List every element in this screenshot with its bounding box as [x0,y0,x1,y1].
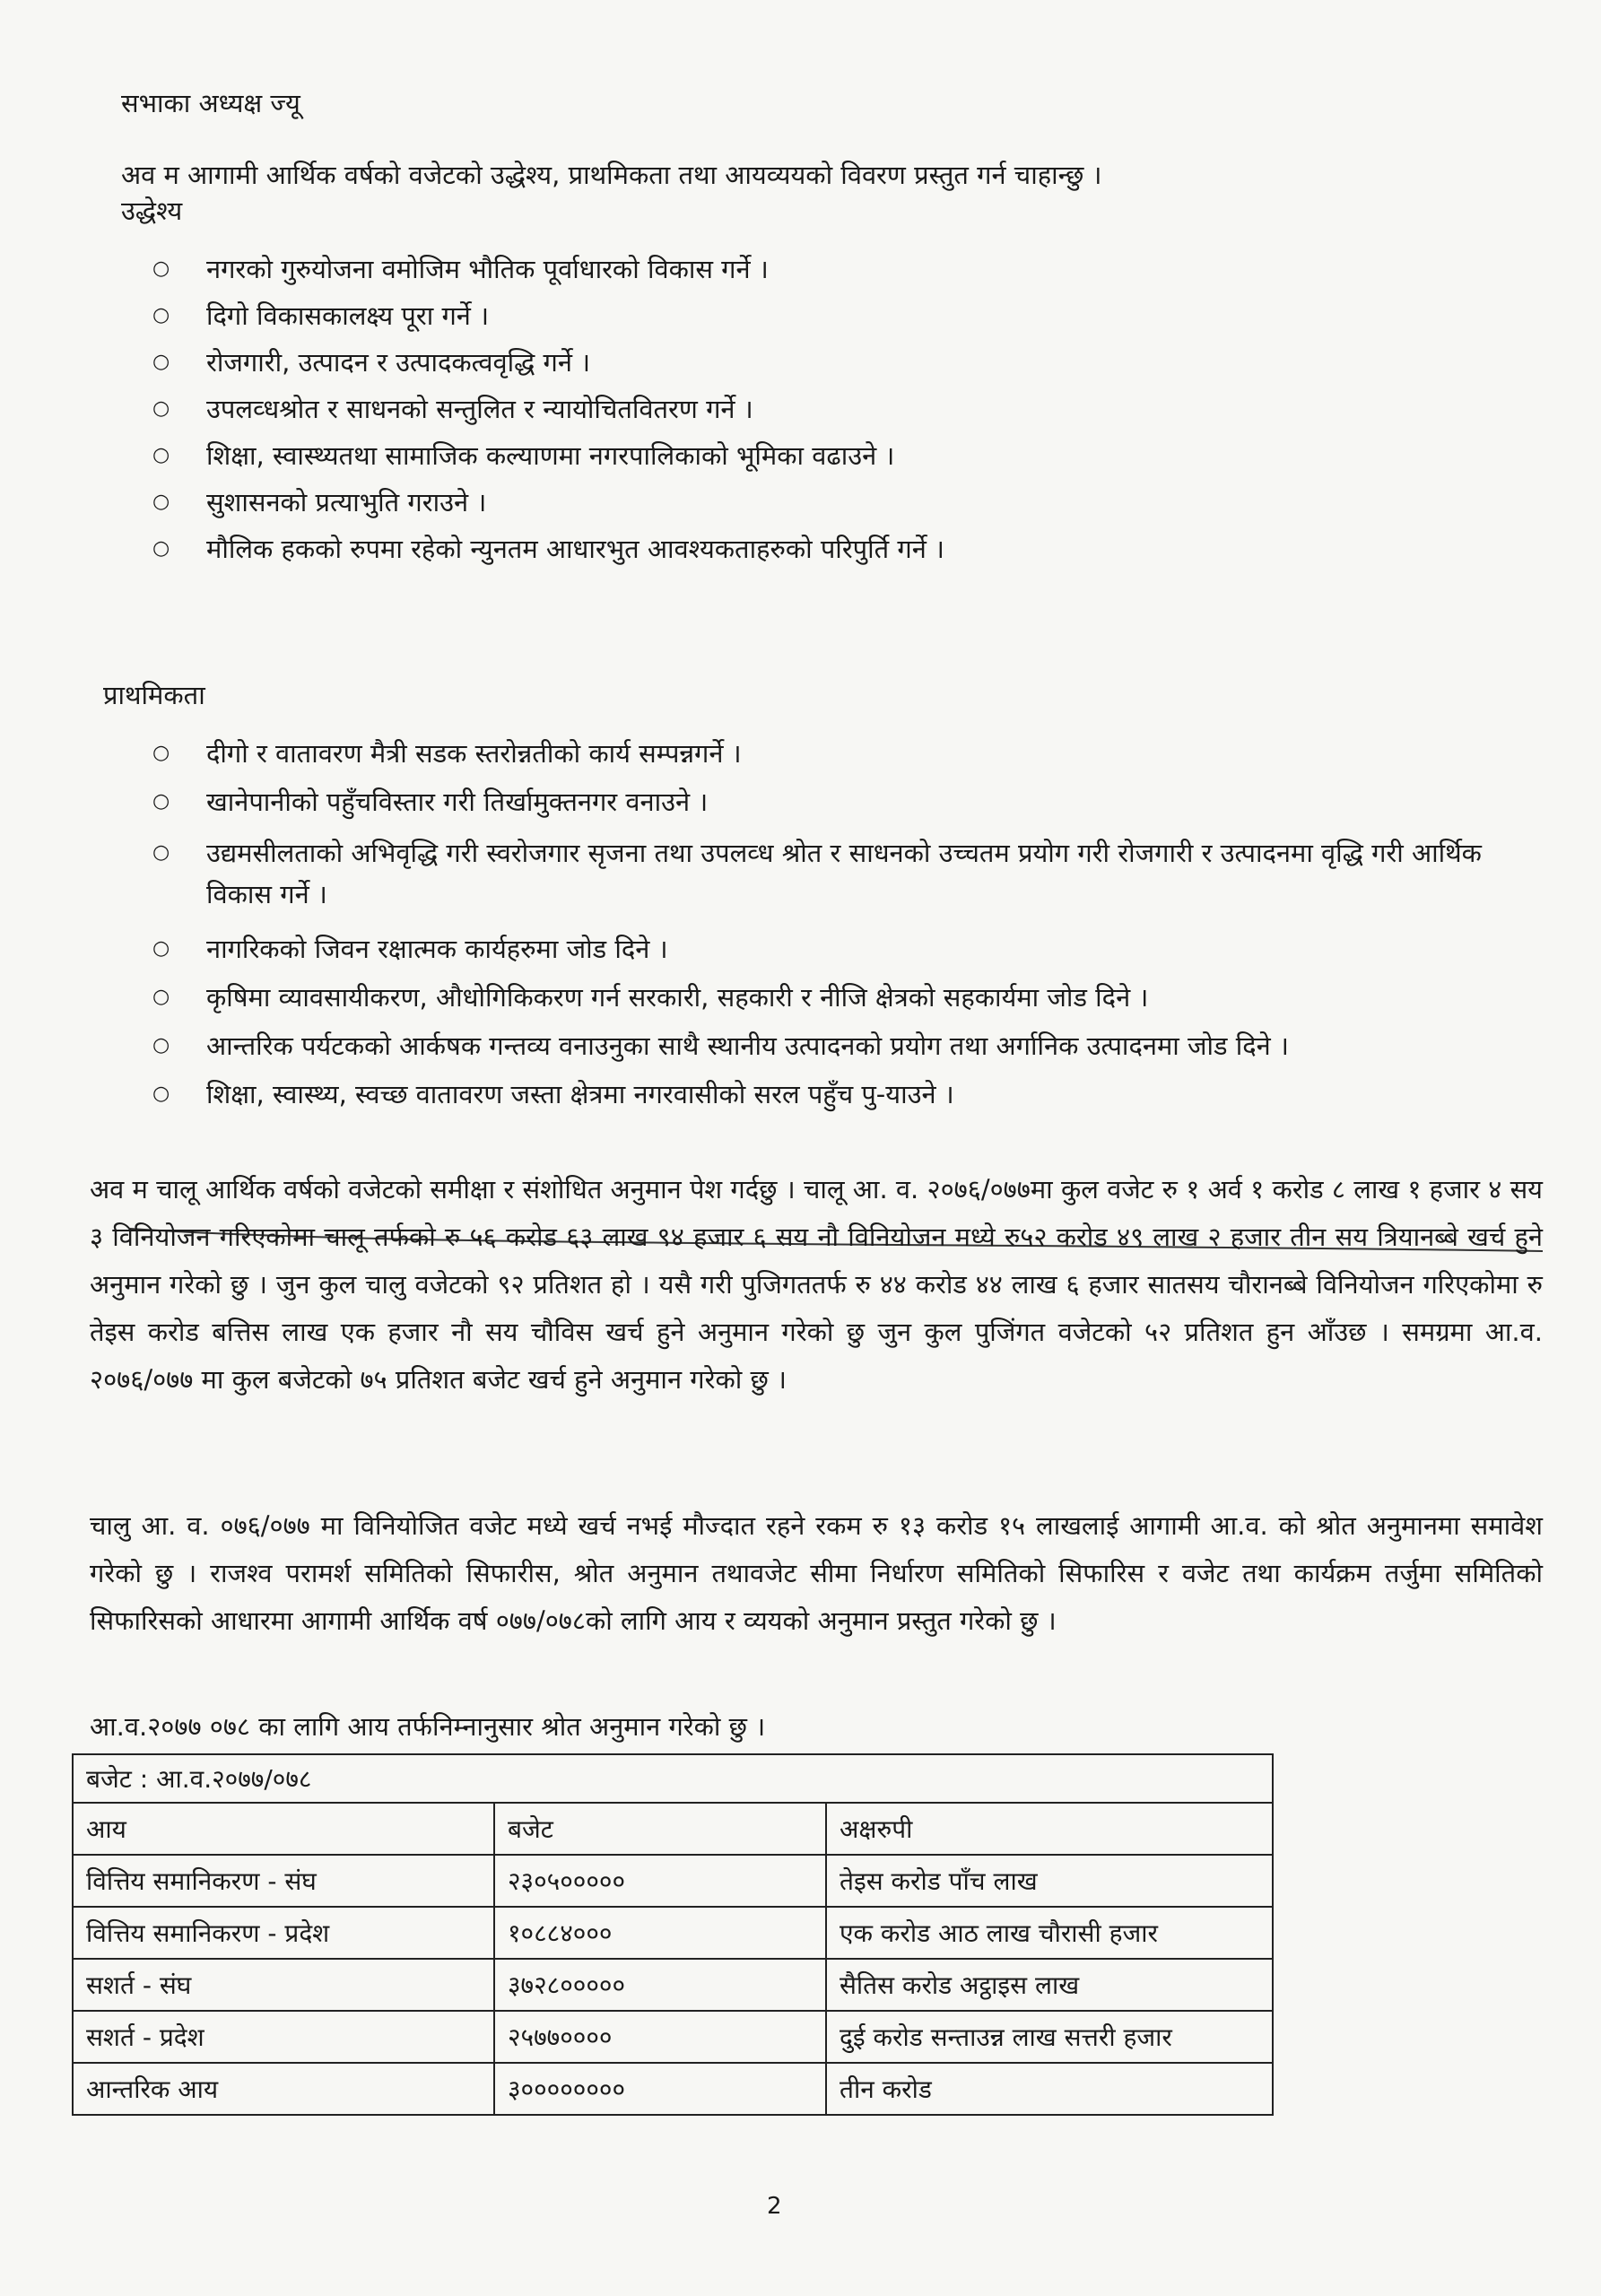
priority-item: ○ नागरिकको जिवन रक्षात्मक कार्यहरुमा जोड दिने । [152,931,1507,979]
table-caption-row [73,1754,1273,1803]
bullet-circle-icon: ○ [152,1083,170,1105]
priority-item: ○ कृषिमा व्यावसायीकरण, औधोगिकिकरण गर्न सरकारी, सहकारी र नीजि क्षेत्रको सहकार्यमा जोड दिने । [152,979,1507,1028]
priority-item: ○ दीगो र वातावरण मैत्री सडक स्तरोन्नतीको कार्य सम्पन्नगर्ने । [152,735,1507,784]
amount-words-cell: दुई करोड सन्ताउन्न लाख सत्तरी हजार [826,2011,1273,2063]
income-source-cell: वित्तिय समानिकरण - प्रदेश [73,1907,494,1959]
bullet-circle-icon: ○ [152,444,170,466]
table-row [73,2063,1273,2115]
objectives-heading: उद्धेश्य [121,196,183,226]
table-header-row [73,1803,1273,1855]
bullet-circle-icon: ○ [152,257,170,280]
bullet-circle-icon: ○ [152,537,170,560]
bullet-circle-icon: ○ [152,742,170,764]
bullet-circle-icon: ○ [152,841,170,864]
bullet-circle-icon: ○ [152,986,170,1008]
objective-item: ○ उपलव्धश्रोत र साधनको सन्तुलित र न्यायोचितवितरण गर्ने । [152,391,944,438]
table-caption: बजेट : आ.व.२०७७/०७८ [73,1754,1273,1803]
objectives-list [152,251,944,578]
table-row [73,1855,1273,1907]
budget-amount-cell: ३०००००००० [494,2063,826,2115]
header-in-words: अक्षरुपी [826,1803,1273,1855]
bullet-circle-icon: ○ [152,491,170,513]
priority-item: ○ उद्यमसीलताको अभिवृद्धि गरी स्वरोजगार सृजना तथा उपलव्ध श्रोत र साधनको उच्चतम प्रयोग गरी रोजगारी र उत्पादनमा वृद्धि गरी आर्थिक विकास गर्ने । [152,832,1507,931]
bullet-circle-icon: ○ [152,304,170,326]
income-source-cell: सशर्त - प्रदेश [73,2011,494,2063]
objective-item: ○ मौलिक हकको रुपमा रहेको न्युनतम आधारभुत आवश्यकताहरुको परिपुर्ति गर्ने । [152,531,944,578]
table-row [73,1959,1273,2011]
bullet-circle-icon: ○ [152,397,170,420]
budget-amount-cell: ३७२८००००० [494,1959,826,2011]
header-income: आय [73,1803,494,1855]
amount-words-cell: तीन करोड [826,2063,1273,2115]
priority-item: ○ खानेपानीको पहुँचविस्तार गरी तिर्खामुक्तनगर वनाउने । [152,784,1507,832]
objective-item: ○ शिक्षा, स्वास्थ्यतथा सामाजिक कल्याणमा नगरपालिकाको भूमिका वढाउने । [152,438,944,484]
income-intro-line: आ.व.२०७७ ०७८ का लागि आय तर्फनिम्नानुसार श्रोत अनुमान गरेको छु । [90,1711,766,1742]
bullet-circle-icon: ○ [152,351,170,373]
priority-item: ○ आन्तरिक पर्यटकको आर्कषक गन्तव्य वनाउनुका साथै स्थानीय उत्पादनको प्रयोग तथा अर्गानिक उत्पादनमा जोड दिने । [152,1028,1507,1076]
income-estimate-paragraph: चालु आ. व. ०७६/०७७ मा विनियोजित वजेट मध्ये खर्च नभई मौज्दात रहने रकम रु १३ करोड १५ लाखलाई आगामी आ.व. को श्रोत अनुमानमा समावेश गरेको छु । राजश्व परामर्श समितिको सिफारीस, श्रोत अनुमान तथावजेट सीमा निर्धारण समितिको सिफारिस र वजेट तथा कार्यक्रम तर्जुमा समितिको सिफारिसको आधारमा आगामी आर्थिक वर्ष ०७७/०७८को लागि आय र व्ययको अनुमान प्रस्तुत गरेको छु । [90,1510,1543,1636]
bullet-circle-icon: ○ [152,1034,170,1057]
income-source-cell: आन्तरिक आय [73,2063,494,2115]
budget-table [72,1753,1274,2116]
budget-amount-cell: १०८८४००० [494,1907,826,1959]
intro-sentence: अव म आगामी आर्थिक वर्षको वजेटको उद्धेश्य, प्राथमिकता तथा आयव्ययको विवरण प्रस्तुत गर्न चाहान्छु । [121,160,1102,190]
income-source-cell: सशर्त - संघ [73,1959,494,2011]
budget-amount-cell: २५७७०००० [494,2011,826,2063]
income-source-cell: वित्तिय समानिकरण - संघ [73,1855,494,1907]
table-row [73,1907,1273,1959]
amount-words-cell: सैतिस करोड अट्ठाइस लाख [826,1959,1273,2011]
priority-item: ○ शिक्षा, स्वास्थ्य, स्वच्छ वातावरण जस्ता क्षेत्रमा नगरवासीको सरल पहुँच पु-याउने । [152,1076,1507,1125]
page-number: 2 [767,2193,782,2220]
bullet-circle-icon: ○ [152,937,170,960]
objective-item: ○ नगरको गुरुयोजना वमोजिम भौतिक पूर्वाधारको विकास गर्ने । [152,251,944,298]
priorities-list [152,735,1507,1125]
objective-item: ○ दिगो विकासकालक्ष्य पूरा गर्ने । [152,298,944,344]
salutation: सभाका अध्यक्ष ज्यू [121,88,300,118]
amount-words-cell: एक करोड आठ लाख चौरासी हजार [826,1907,1273,1959]
amount-words-cell: तेइस करोड पाँच लाख [826,1855,1273,1907]
priorities-heading: प्राथमिकता [103,680,205,710]
table-row [73,2011,1273,2063]
objective-item: ○ रोजगारी, उत्पादन र उत्पादकत्ववृद्धि गर्ने । [152,344,944,391]
budget-review-paragraph: अव म चालू आर्थिक वर्षको वजेटको समीक्षा र संशोधित अनुमान पेश गर्दछु । चालू आ. व. २०७६/०७७मा कुल वजेट रु १ अर्व १ करोड ८ लाख १ हजार ४ सय ३ विनियोजन गरिएकोमा चालू तर्फको रु ५६ करोड ६३ लाख ९४ हजार ६ सय नौ विनियोजन मध्ये रु५२ करोड ४९ लाख २ हजार तीन सय त्रियानब्बे खर्च हुने अनुमान गरेको छु । जुन कुल चालु वजेटको ९२ प्रतिशत हो । यसै गरी पुजिगततर्फ रु ४४ करोड ४४ लाख ६ हजार सातसय चौरानब्बे विनियोजन गरिएकोमा रु तेइस करोड बत्तिस लाख एक हजार नौ सय चौविस खर्च हुने अनुमान गरेको छु जुन कुल पुजिंगत वजेटको ५२ प्रतिशत हुन आँउछ । समग्रमा आ.व. २०७६/०७७ मा कुल बजेटको ७५ प्रतिशत बजेट खर्च हुने अनुमान गरेको छु । [90,1174,1543,1395]
objective-item: ○ सुशासनको प्रत्याभुति गराउने । [152,484,944,531]
header-budget: बजेट [494,1803,826,1855]
budget-amount-cell: २३०५००००० [494,1855,826,1907]
bullet-circle-icon: ○ [152,790,170,813]
